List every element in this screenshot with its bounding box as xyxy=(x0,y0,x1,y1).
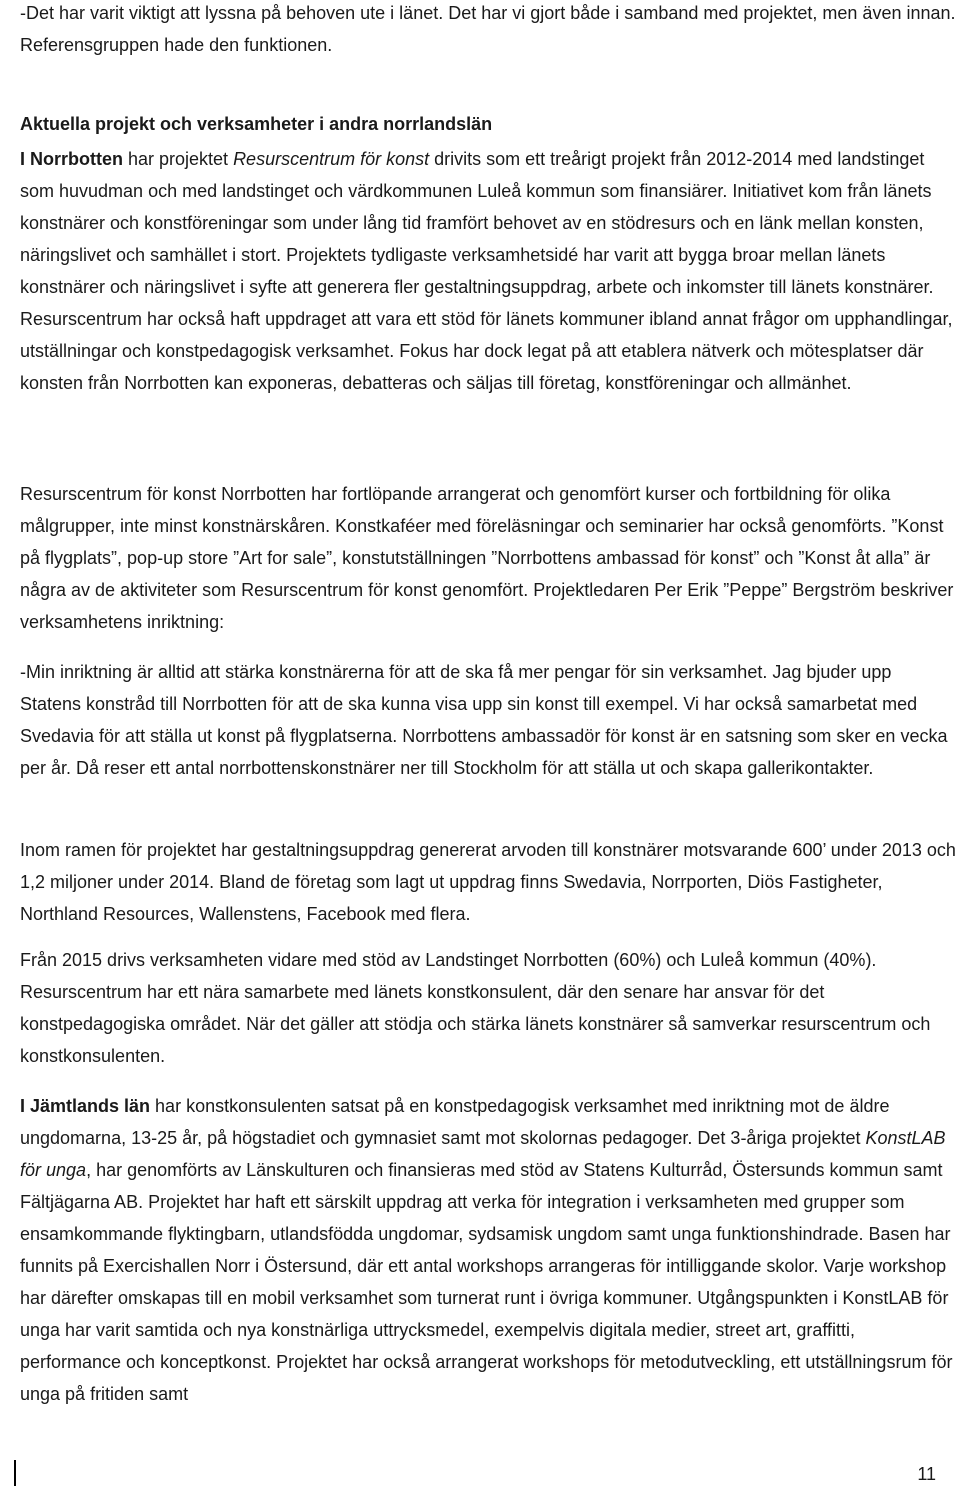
paragraph-gestaltningsuppdrag: Inom ramen för projektet har gestaltningsuppdrag genererat arvoden till konstnärer motsvarande 600’ under 2013 och 1,2 miljoner under 2014. Bland de företag som lagt ut uppdrag finns Swedavia, Norrporten, Diös Fastigheter, Northland Resources, Wallenstens, Facebook med flera. xyxy=(20,840,956,924)
margin-mark xyxy=(14,1460,16,1486)
italic-project-name: Resurscentrum för konst xyxy=(233,149,430,169)
text-segment: , har genomförts av Länskulturen och finansieras med stöd av Statens Kulturråd, Östersunds kommun samt Fältjägarna AB. Projektet har haft ett särskilt uppdrag att verka för integration i verksamheten med grupper som ensamkommande flyktingbarn, utlandsfödda ungdomar, sydsamisk ungdom samt unga funktionshindrade. Basen har funnits på Exercishallen Norr i Östersund, där ett antal workshops arrangeras för intilliggande skolor. Varje workshop har därefter omskapas till en mobil verksamhet som turnerat runt i övriga kommuner. Utgångspunkten i KonstLAB för unga har varit samtida och nya konstnärliga uttrycksmedel, exempelvis digitala medier, street art, graffitti, performance och konceptkonst. Projektet har också arrangerat workshops för metodutveckling, ett utställningsrum för unga på fritiden samt xyxy=(20,1160,953,1404)
paragraph-intro-quote: -Det har varit viktigt att lyssna på behoven ute i länet. Det har vi gjort både i samband med projektet, men även innan. Referensgruppen hade den funktionen. xyxy=(20,3,956,55)
paragraph-jamtland xyxy=(20,1090,956,1410)
text-segment: drivits som ett treårigt projekt från 2012-2014 med landstinget som huvudman och med landstinget och värdkommunen Luleå kommun som finansiärer. Initiativet kom från länets konstnärer och konstföreningar som under lång tid framfört behovet av en stödresurs och en länk mellan konsten, näringslivet och samhället i stort. Projektets tydligaste verksamhetsidé har varit att bygga broar mellan länets konstnärer och näringslivet i syfte att generera fler gestaltningsuppdrag, arbete och inkomster till länets konstnärer. Resurscentrum har också haft uppdraget att vara ett stöd för länets kommuner ibland annat frågor om upphandlingar, utställningar och konstpedagogisk verksamhet. Fokus har dock legat på att etablera nätverk och mötesplatser där konsten från Norrbotten kan exponeras, debatteras och säljas till företag, konstföreningar och allmänhet. xyxy=(20,149,953,393)
lead-jamtland: I Jämtlands län xyxy=(20,1096,151,1116)
paragraph-resurscentrum-activities: Resurscentrum för konst Norrbotten har fortlöpande arrangerat och genomfört kurser och fortbildning för olika målgrupper, inte minst konstnärskåren. Konstkaféer med föreläsningar och seminarier har också genomförts. ”Konst på flygplats”, pop-up store ”Art for sale”, konstutställningen ”Norrbottens ambassad för konst” och ”Konst åt alla” är några av de aktiviteter som Resurscentrum för konst genomfört. Projektledaren Per Erik ”Peppe” Bergström beskriver verksamhetens inriktning: xyxy=(20,484,954,632)
italic-konstlab: KonstLAB för unga xyxy=(20,1128,946,1180)
text-segment: har konstkonsulenten satsat på en konstpedagogisk verksamhet med inriktning mot de äldre ungdomarna, 13-25 år, på högstadiet och gymnasiet samt mot skolornas pedagoger. Det 3-åriga projektet xyxy=(20,1096,890,1148)
paragraph-norrbotten xyxy=(20,143,956,399)
text-segment: har projektet xyxy=(123,149,234,169)
paragraph-funding-2015: Från 2015 drivs verksamheten vidare med stöd av Landstinget Norrbotten (60%) och Luleå kommun (40%). Resurscentrum har ett nära samarbete med länets konstkonsulent, där den senare har ansvar för det konstpedagogiska området. När det gäller att stödja och stärka länets konstnärer så samverkar resurscentrum och konstkonsulenten. xyxy=(20,950,931,1066)
section-heading: Aktuella projekt och verksamheter i andra norrlandslän xyxy=(20,114,493,134)
page-number: 11 xyxy=(917,1464,936,1484)
lead-norrbotten: I Norrbotten xyxy=(20,149,123,169)
paragraph-quote-peppe: -Min inriktning är alltid att stärka konstnärerna för att de ska få mer pengar för sin verksamhet. Jag bjuder upp Statens konstråd till Norrbotten för att de ska kunna visa upp sin konst till exempel. Vi har också samarbetat med Svedavia för att ställa ut konst på flygplatserna. Norrbottens ambassadör för konst är en satsning som sker en vecka per år. Då reser ett antal norrbottenskonstnärer ner till Stockholm för att ställa ut och skapa gallerikontakter. xyxy=(20,662,948,778)
